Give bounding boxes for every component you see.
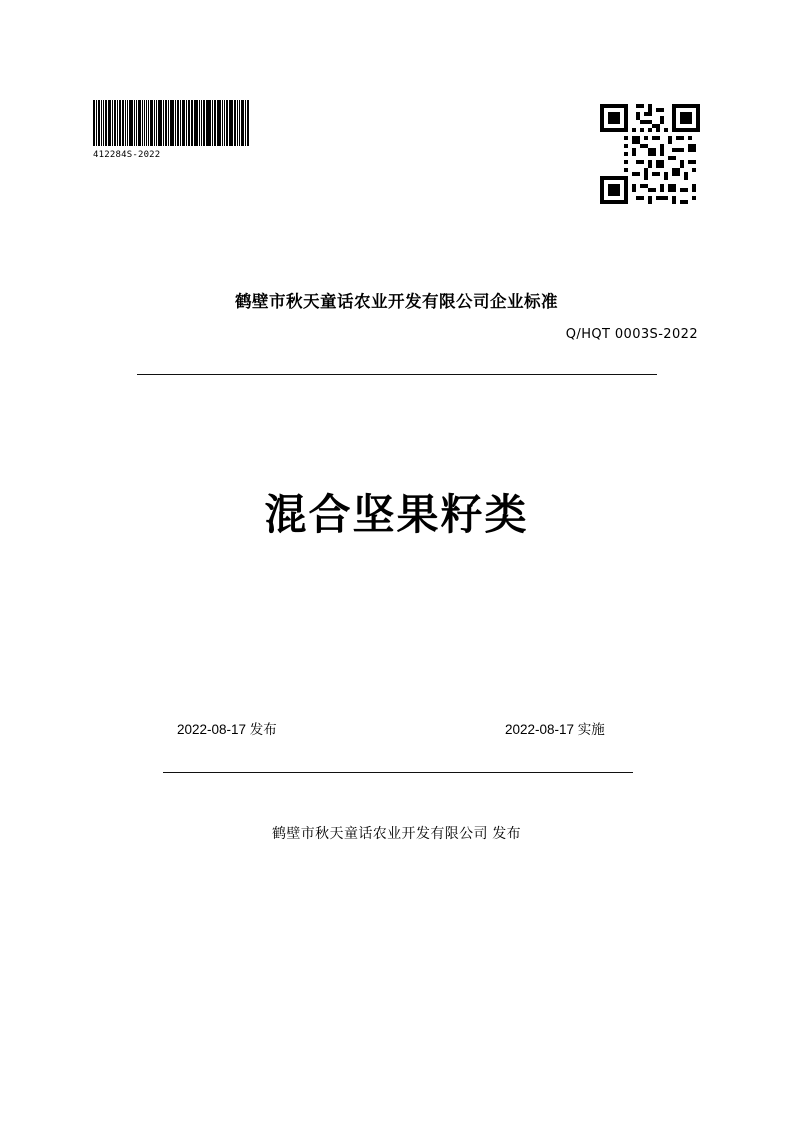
barcode-block xyxy=(93,100,253,160)
effective-date: 2022-08-17 实施 xyxy=(505,722,605,737)
barcode-number: 412284S-2022 xyxy=(93,150,161,160)
barcode-icon xyxy=(93,100,250,146)
standard-code: Q/HQT 0003S-2022 xyxy=(565,327,698,342)
qr-code-icon xyxy=(600,104,700,204)
issue-date: 2022-08-17 发布 xyxy=(177,722,277,737)
standard-title: 鹤壁市秋天童话农业开发有限公司企业标准 xyxy=(235,293,558,311)
divider-top xyxy=(137,374,657,375)
publisher-line: 鹤壁市秋天童话农业开发有限公司 发布 xyxy=(271,825,522,841)
page-title: 混合坚果籽类 xyxy=(264,491,529,538)
divider-bottom xyxy=(163,772,633,773)
